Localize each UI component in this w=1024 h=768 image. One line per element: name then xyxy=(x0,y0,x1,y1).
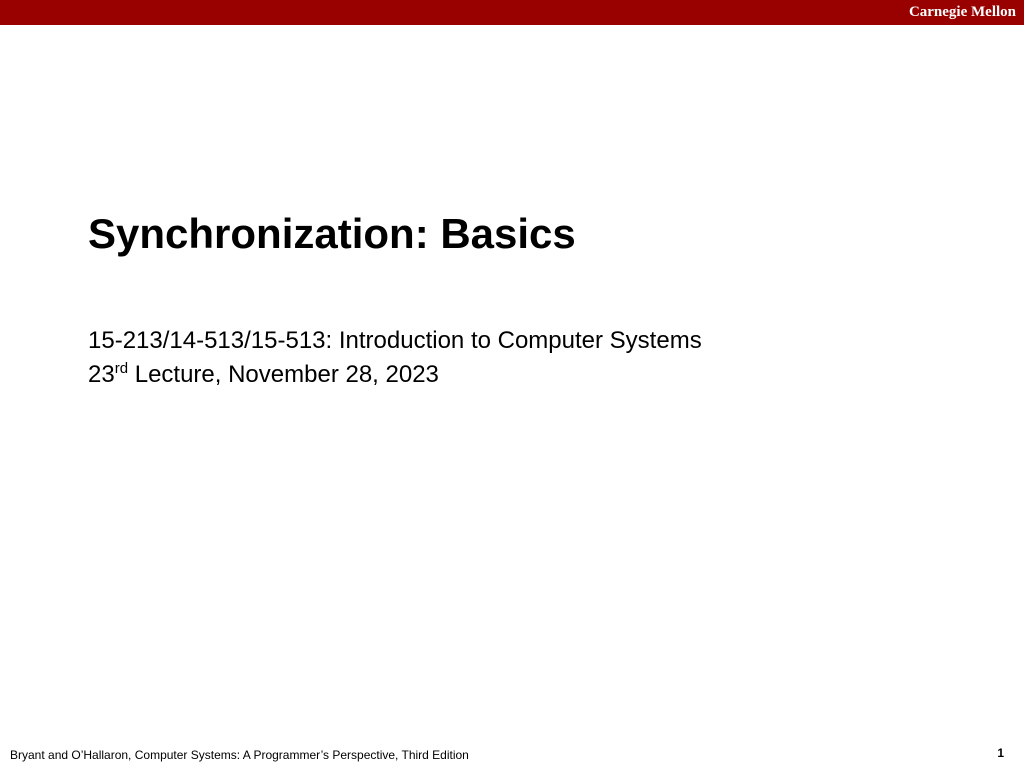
course-line: 15-213/14-513/15-513: Introduction to Computer Systems xyxy=(88,327,702,354)
page-number: 1 xyxy=(997,746,1004,760)
header-bar xyxy=(0,0,1024,25)
institution-label: Carnegie Mellon xyxy=(908,4,1016,20)
lecture-line xyxy=(88,358,702,392)
slide-title: Synchronization: Basics xyxy=(88,210,576,257)
footer-credit: Bryant and O’Hallaron, Computer Systems: A Programmer’s Perspective, Third Edition xyxy=(10,748,469,762)
lecture-number: 23 xyxy=(88,361,115,388)
slide-subtitle xyxy=(88,324,702,392)
lecture-ordinal-suffix: rd xyxy=(114,360,129,377)
lecture-date: Lecture, November 28, 2023 xyxy=(128,361,439,388)
